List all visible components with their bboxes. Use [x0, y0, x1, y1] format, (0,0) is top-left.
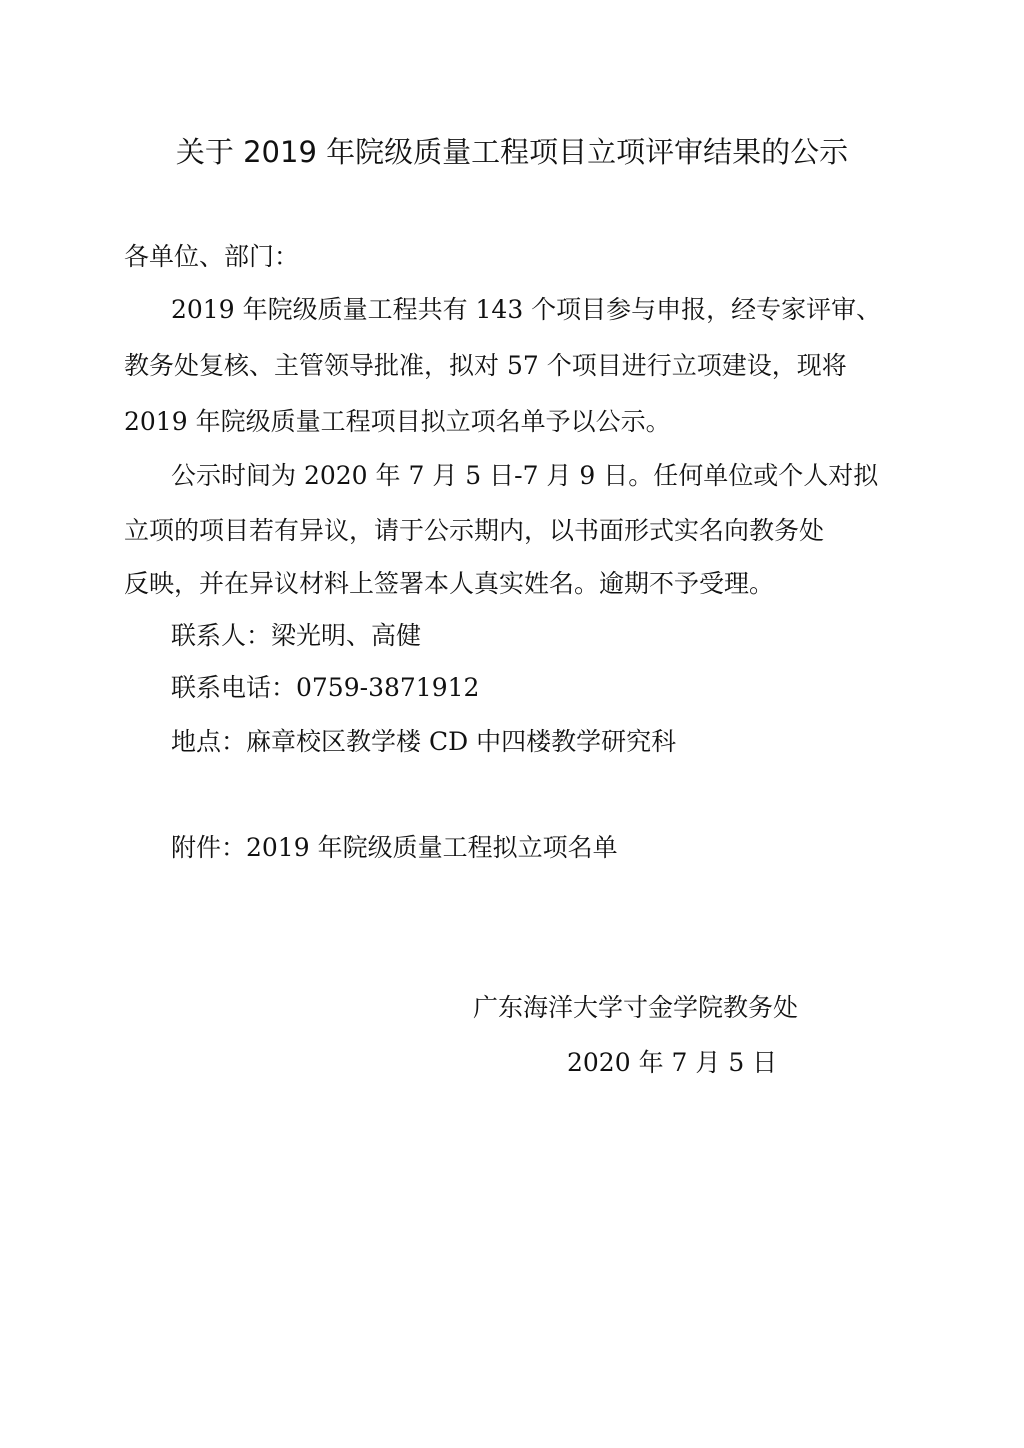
paragraph-1-line-2: 教务处复核、主管领导批准，拟对 57 个项目进行立项建设，现将 — [124, 351, 847, 380]
paragraph-2-line-3: 反映，并在异议材料上签署本人真实姓名。逾期不予受理。 — [124, 569, 775, 598]
salutation: 各单位、部门： — [124, 242, 300, 271]
document-title: 关于 2019 年院级质量工程项目立项评审结果的公示 — [175, 135, 849, 169]
signature-date: 2020 年 7 月 5 日 — [567, 1048, 778, 1077]
location: 地点：麻章校区教学楼 CD 中四楼教学研究科 — [171, 727, 677, 756]
attachment-note: 附件：2019 年院级质量工程拟立项名单 — [171, 833, 618, 862]
signature-organization: 广东海洋大学寸金学院教务处 — [473, 993, 799, 1022]
contact-phone: 联系电话：0759-3871912 — [171, 673, 480, 702]
contact-person: 联系人：梁光明、高健 — [171, 621, 422, 650]
paragraph-1-line-3: 2019 年院级质量工程项目拟立项名单予以公示。 — [124, 407, 671, 436]
paragraph-1-line-1: 2019 年院级质量工程共有 143 个项目参与申报，经专家评审、 — [171, 295, 882, 324]
paragraph-2-line-2: 立项的项目若有异议，请于公示期内，以书面形式实名向教务处 — [124, 516, 825, 545]
paragraph-2-line-1: 公示时间为 2020 年 7 月 5 日-7 月 9 日。任何单位或个人对拟 — [171, 461, 879, 490]
